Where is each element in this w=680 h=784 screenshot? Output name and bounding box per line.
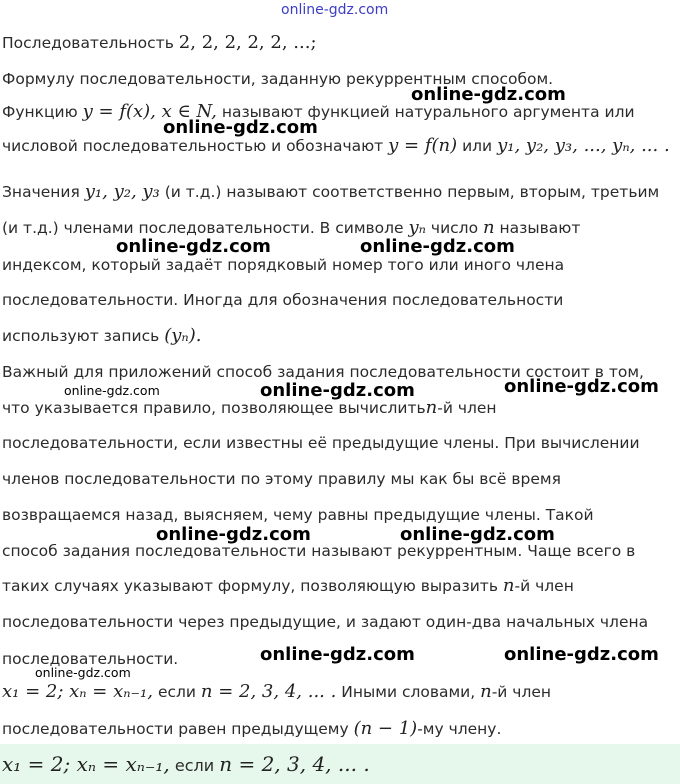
text-line-13 <box>2 467 561 491</box>
math: yₙ <box>408 217 426 238</box>
math: n = 2, 3, 4, ... . <box>219 752 370 776</box>
text: последовательности равен предыдущему <box>2 720 349 738</box>
text: индексом, который задаёт порядковый номер того или иного члена <box>2 256 565 274</box>
watermark: online-gdz.com <box>411 84 566 105</box>
text-line-17 <box>2 610 648 634</box>
math: n <box>483 217 495 238</box>
math: n = 2, 3, 4, ... . <box>200 681 337 702</box>
text-line-8 <box>2 288 563 312</box>
text-line-5 <box>2 180 659 204</box>
math: y = f(n) <box>388 135 458 156</box>
watermark: online-gdz.com <box>35 665 131 680</box>
text: последовательности. Иногда для обозначения последовательности <box>2 291 564 309</box>
text: если <box>174 756 215 775</box>
math: 2, 2, 2, 2, 2, ...; <box>178 32 317 53</box>
text: Последовательность <box>2 34 174 52</box>
watermark: online-gdz.com <box>360 236 515 257</box>
watermark: online-gdz.com <box>64 383 160 398</box>
text: таких случаях указывают формулу, позволяющую выразить <box>2 577 498 595</box>
text: возвращаемся назад, выясняем, чему равны предыдущие члены. Такой <box>2 506 594 524</box>
text: число <box>430 219 479 237</box>
text: (и т.д.) называют соответственно первым, вторым, третьим <box>164 183 660 201</box>
math: n <box>425 397 438 418</box>
text-line-19 <box>2 680 551 704</box>
answer-formula-box <box>0 744 680 784</box>
math: y₁, y₂, y₃ <box>84 181 160 202</box>
text: -й член <box>514 577 574 595</box>
text-line-12 <box>2 431 640 455</box>
text: называют <box>499 219 581 237</box>
watermark: online-gdz.com <box>116 236 271 257</box>
text: что указывается правило, позволяющее вычислить <box>2 399 426 417</box>
math: n <box>480 681 492 702</box>
watermark: online-gdz.com <box>163 117 318 138</box>
text-line-4 <box>2 134 670 158</box>
text: если <box>157 683 196 701</box>
text: -му члену. <box>417 720 502 738</box>
math: y₁, y₂, y₃, ..., yₙ, ... . <box>497 135 670 156</box>
math: n <box>502 575 515 596</box>
text: -й член <box>437 399 497 417</box>
text: Иными словами, <box>341 683 476 701</box>
answer-formula <box>2 752 370 778</box>
text: Значения <box>2 183 80 201</box>
math: (yₙ). <box>164 325 202 346</box>
text: последовательности. <box>2 650 179 668</box>
watermark: online-gdz.com <box>260 380 415 401</box>
text: -й член <box>491 683 552 701</box>
watermark: online-gdz.com <box>400 524 555 545</box>
text: используют запись <box>2 327 160 345</box>
text: числовой последовательностью и обозначают <box>2 137 384 155</box>
text-line-1 <box>2 31 317 55</box>
watermark-top: online-gdz.com <box>281 2 389 18</box>
text-line-9 <box>2 324 201 348</box>
text-line-11 <box>2 396 497 420</box>
text: Формулу последовательности, заданную рекуррентным способом. <box>2 70 554 88</box>
watermark: online-gdz.com <box>260 644 415 665</box>
text: (и т.д.) членами последовательности. В символе <box>2 219 404 237</box>
text: способ задания последовательности называют рекуррентным. Чаще всего в <box>2 542 636 560</box>
text: Важный для приложений способ задания последовательности состоит в том, <box>2 363 644 381</box>
math: (n − 1) <box>353 718 418 739</box>
text: последовательности, если известны её предыдущие члены. При вычислении <box>2 434 640 452</box>
text-line-16 <box>2 574 574 598</box>
text: или <box>462 137 493 155</box>
watermark: online-gdz.com <box>156 524 311 545</box>
math: x₁ = 2; xₙ = xₙ₋₁, <box>2 752 170 776</box>
text: последовательности через предыдущие, и задают один-два начальных члена <box>2 613 649 631</box>
math: y = f(x), x ∈ N, <box>82 101 217 122</box>
watermark: online-gdz.com <box>504 376 659 397</box>
text: называют функцией натурального аргумента или <box>221 103 635 121</box>
text: членов последовательности по этому правилу мы как бы всё время <box>2 470 561 488</box>
text-line-20 <box>2 717 501 741</box>
math: x₁ = 2; xₙ = xₙ₋₁, <box>2 681 153 702</box>
text: Функцию <box>2 103 78 121</box>
watermark: online-gdz.com <box>504 644 659 665</box>
